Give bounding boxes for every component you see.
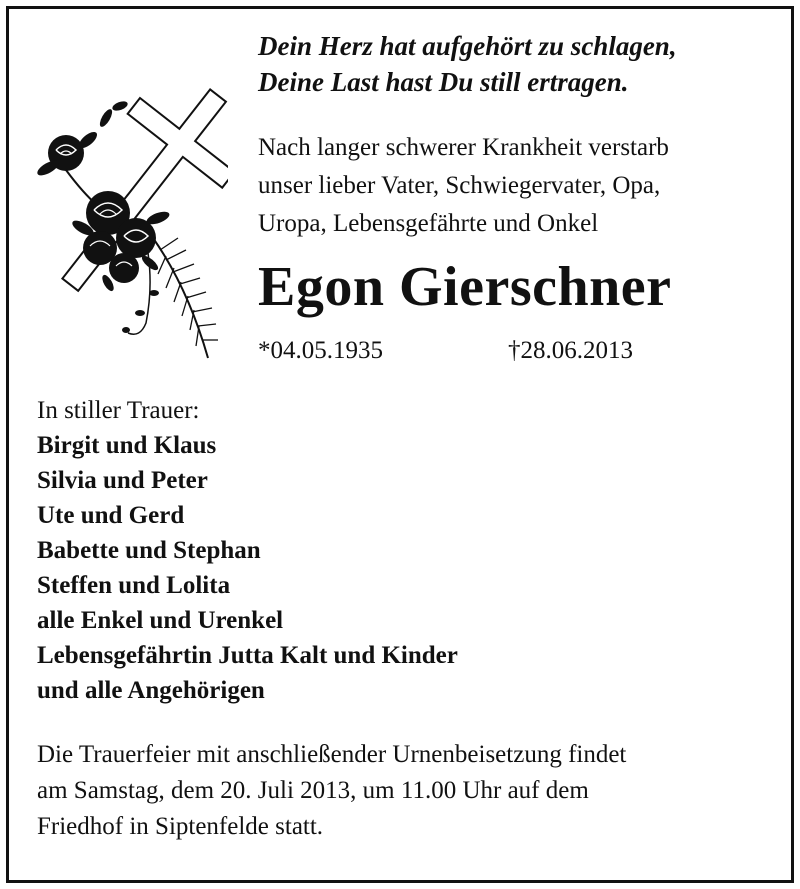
funeral-service-notice (37, 737, 765, 845)
mourner-entry: Ute und Gerd (37, 502, 185, 529)
death-date: †28.06.2013 (508, 337, 633, 364)
birth-date: *04.05.1935 (258, 337, 383, 364)
mourners-list (37, 393, 458, 708)
service-line: am Samstag, dem 20. Juli 2013, um 11.00 Uhr auf dem (37, 777, 589, 804)
verse-line: Dein Herz hat aufgehört zu schlagen, (258, 31, 677, 61)
mourner-entry: und alle Angehörigen (37, 677, 265, 704)
death-announcement (258, 129, 669, 243)
memorial-verse (258, 28, 677, 100)
mourner-entry: Silvia und Peter (37, 467, 208, 494)
mourners-heading: In stiller Trauer: (37, 397, 200, 424)
cross-with-roses-icon (28, 78, 228, 363)
verse-line: Deine Last hast Du still ertragen. (258, 67, 629, 97)
mourner-entry: Steffen und Lolita (37, 572, 231, 599)
mourner-entry: Babette und Stephan (37, 537, 261, 564)
mourner-entry: Lebensgefährtin Jutta Kalt und Kinder (37, 642, 458, 669)
mourner-entry: alle Enkel und Urenkel (37, 607, 284, 634)
service-line: Die Trauerfeier mit anschließender Urnenbeisetzung findet (37, 741, 627, 768)
announcement-line: Uropa, Lebensgefährte und Onkel (258, 210, 599, 237)
service-line: Friedhof in Siptenfelde statt. (37, 813, 324, 840)
mourner-entry: Birgit und Klaus (37, 432, 217, 459)
announcement-line: unser lieber Vater, Schwiegervater, Opa, (258, 172, 661, 199)
announcement-line: Nach langer schwerer Krankheit verstarb (258, 134, 669, 161)
deceased-name: Egon Gierschner (258, 256, 672, 318)
